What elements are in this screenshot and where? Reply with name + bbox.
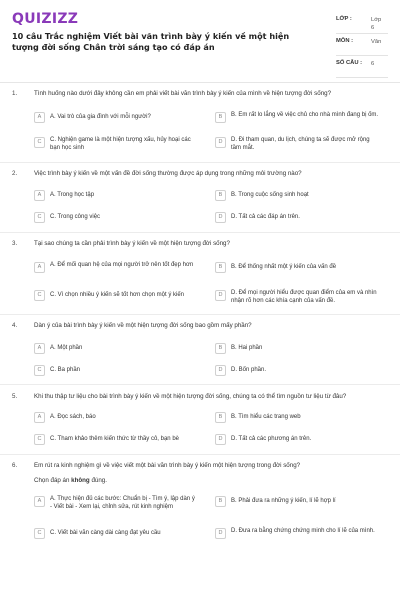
question-text: Dàn ý của bài trình bày ý kiến về một hiện tượng đời sống bao gồm mấy phần? [34,322,252,329]
option-text: B. Tìm hiểu các trang web [231,414,301,420]
option-letter-box: D [215,365,226,376]
meta-subject-row [336,34,388,56]
question-instruction [34,477,107,484]
meta-subject-label: MÔN : [336,38,354,44]
question-number: 2. [12,170,18,177]
option-letter-box: D [215,290,226,301]
worksheet-header [0,0,400,80]
option-text: C. Trong công việc [50,214,101,220]
question-text: Em rút ra kinh nghiệm gì về việc viết một bài văn trình bày ý kiến một hiện tượng trong đời sống? [34,462,301,469]
option-text: B. Phải đưa ra những ý kiến, lí lẽ hợp lí [231,498,336,504]
meta-count-value: 6 [371,61,375,67]
option-text: C. Nghiện game là một hiện tượng xấu, hủy hoại các bạn học sinh [50,137,191,151]
option-text: D. Đưa ra bằng chứng chứng minh cho lí lẽ của mình. [231,528,375,534]
option-letter-box: C [34,434,45,445]
meta-count-row [336,56,388,78]
question-divider [0,314,400,315]
question-divider [0,384,400,385]
question-text: Tại sao chúng ta cần phải trình bày ý kiến về một hiện tượng đời sống? [34,240,230,247]
option-text: D. Tất cả các đáp án trên. [231,214,300,220]
option-text: A. Vai trò của gia đình với mỗi người? [50,114,151,120]
option-letter-box: C [34,365,45,376]
option-letter-box: C [34,290,45,301]
instruction-prefix: Chọn đáp án [34,477,72,484]
question-divider [0,232,400,233]
meta-subject-value: Văn [371,39,382,45]
question-number: 1. [12,90,18,97]
option-text: D. Tất cả các phương án trên. [231,436,312,442]
question-text: Tình huống nào dưới đây không cần em phải viết bài văn trình bày ý kiến của mình về hiện tượng đời sống? [34,90,332,97]
option-text: C. Tham khảo thêm kiến thức từ thầy cô, bạn bè [50,436,179,442]
option-text: B. Em rất lo lắng về việc chủ cho nhà mình đang bị ốm. [231,112,379,118]
instruction-emphasis: không [71,477,90,484]
quizizz-logo: QUIZIZZ [12,11,79,27]
worksheet-meta [336,12,388,78]
option-text: C. Ba phần [50,367,81,373]
option-letter-box: D [215,212,226,223]
option-text: B. Để thống nhất một ý kiến của vấn đề [231,264,337,270]
option-text: A. Thực hiện đủ các bước: Chuẩn bị - Tìm ý, lập dàn ý - Viết bài - Xem lại, chỉnh sửa, rút kinh nghiệm [50,496,195,510]
option-text: A. Trong học tập [50,192,95,198]
header-divider [0,82,400,83]
option-text: C. Vì chọn nhiều ý kiến sẽ tốt hơn chọn một ý kiến [50,292,185,298]
option-text: B. Hai phần [231,345,263,351]
question-text: Việc trình bày ý kiến về một vấn đề đời sống thường được áp dụng trong những môi trường nào? [34,170,302,177]
question-text: Khi thu thập tư liệu cho bài trình bày ý kiến về một hiện tượng đời sống, chúng ta có thể tìm nguồn tư liệu từ đâu? [34,393,347,400]
option-letter-box: A [34,412,45,423]
option-letter-box: A [34,262,45,273]
option-letter-box: D [215,434,226,445]
option-letter-box: B [215,343,226,354]
option-letter-box: D [215,137,226,148]
option-letter-box: B [215,112,226,123]
option-letter-box: C [34,212,45,223]
option-text: A. Một phần [50,345,83,351]
option-letter-box: A [34,343,45,354]
option-letter-box: C [34,137,45,148]
option-letter-box: B [215,262,226,273]
option-text: A. Để mối quan hệ của mọi người trở nên tốt đẹp hơn [50,262,194,268]
option-letter-box: B [215,412,226,423]
option-text: A. Đọc sách, báo [50,414,96,420]
option-letter-box: C [34,528,45,539]
meta-count-label: SỐ CÂU : [336,60,363,66]
option-letter-box: B [215,496,226,507]
option-text: C. Viết bài văn càng dài càng đạt yêu cầu [50,530,161,536]
question-divider [0,454,400,455]
option-text: D. Đi tham quan, du lịch, chúng ta sẽ được mở rộng tầm mắt. [231,137,370,151]
meta-class-value: Lớp 6 [371,17,382,31]
option-text: B. Trong cuộc sống sinh hoạt [231,192,309,198]
question-number: 4. [12,322,18,329]
option-letter-box: D [215,528,226,539]
question-divider [0,162,400,163]
option-letter-box: B [215,190,226,201]
meta-class-label: LỚP : [336,16,352,22]
option-letter-box: A [34,496,45,507]
question-number: 6. [12,462,18,469]
meta-class-row [336,12,388,34]
worksheet-title: 10 câu Trắc nghiệm Viết bài văn trình bày ý kiến về một hiện tượng đời sống Chân trời sáng tạo có đáp án [12,31,290,52]
instruction-suffix: đúng. [89,477,107,484]
question-number: 5. [12,393,18,400]
option-text: D. Để mọi người hiểu được quan điểm của em và nhìn nhận rõ hơn các khía cạnh của vấn đề. [231,290,377,304]
option-text: D. Bốn phần. [231,367,267,373]
question-number: 3. [12,240,18,247]
option-letter-box: A [34,112,45,123]
option-letter-box: A [34,190,45,201]
